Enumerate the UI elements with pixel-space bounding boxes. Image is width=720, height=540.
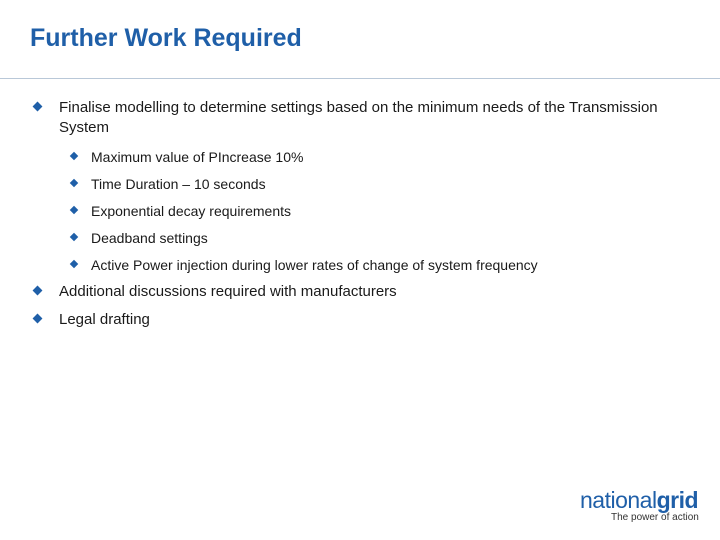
diamond-bullet-icon (70, 179, 78, 187)
logo-wordmark (580, 488, 698, 512)
slide-title: Further Work Required (30, 24, 302, 52)
sub-bullet-text: Time Duration – 10 seconds (91, 176, 266, 192)
diamond-bullet-icon (70, 233, 78, 241)
diamond-bullet-icon (70, 206, 78, 214)
bullet-text: Finalise modelling to determine settings based on the minimum needs of the Transmission System (59, 99, 658, 136)
title-divider (0, 78, 720, 79)
diamond-bullet-icon (33, 102, 43, 112)
logo-part-national: national (580, 487, 657, 513)
sub-bullet-item (91, 174, 671, 194)
diamond-bullet-icon (70, 260, 78, 268)
bullet-text: Legal drafting (59, 311, 150, 328)
sub-bullet-item (91, 201, 671, 221)
sub-bullet-item (91, 255, 671, 275)
diamond-bullet-icon (33, 286, 43, 296)
national-grid-logo (580, 487, 699, 523)
sub-bullet-text: Active Power injection during lower rates of change of system frequency (91, 257, 538, 273)
diamond-bullet-icon (33, 314, 43, 324)
bullet-item (59, 282, 659, 302)
bullet-text: Additional discussions required with manufacturers (59, 283, 397, 300)
bullet-item (59, 310, 659, 330)
sub-bullet-text: Exponential decay requirements (91, 203, 292, 219)
diamond-bullet-icon (70, 152, 78, 160)
logo-part-grid: grid (656, 487, 699, 513)
bullet-item (59, 98, 659, 138)
sub-bullet-text: Maximum value of PIncrease 10% (91, 149, 304, 165)
sub-bullet-item (91, 147, 671, 167)
sub-bullet-item (91, 228, 671, 248)
sub-bullet-text: Deadband settings (91, 230, 208, 246)
logo-tagline: The power of action (611, 512, 699, 523)
